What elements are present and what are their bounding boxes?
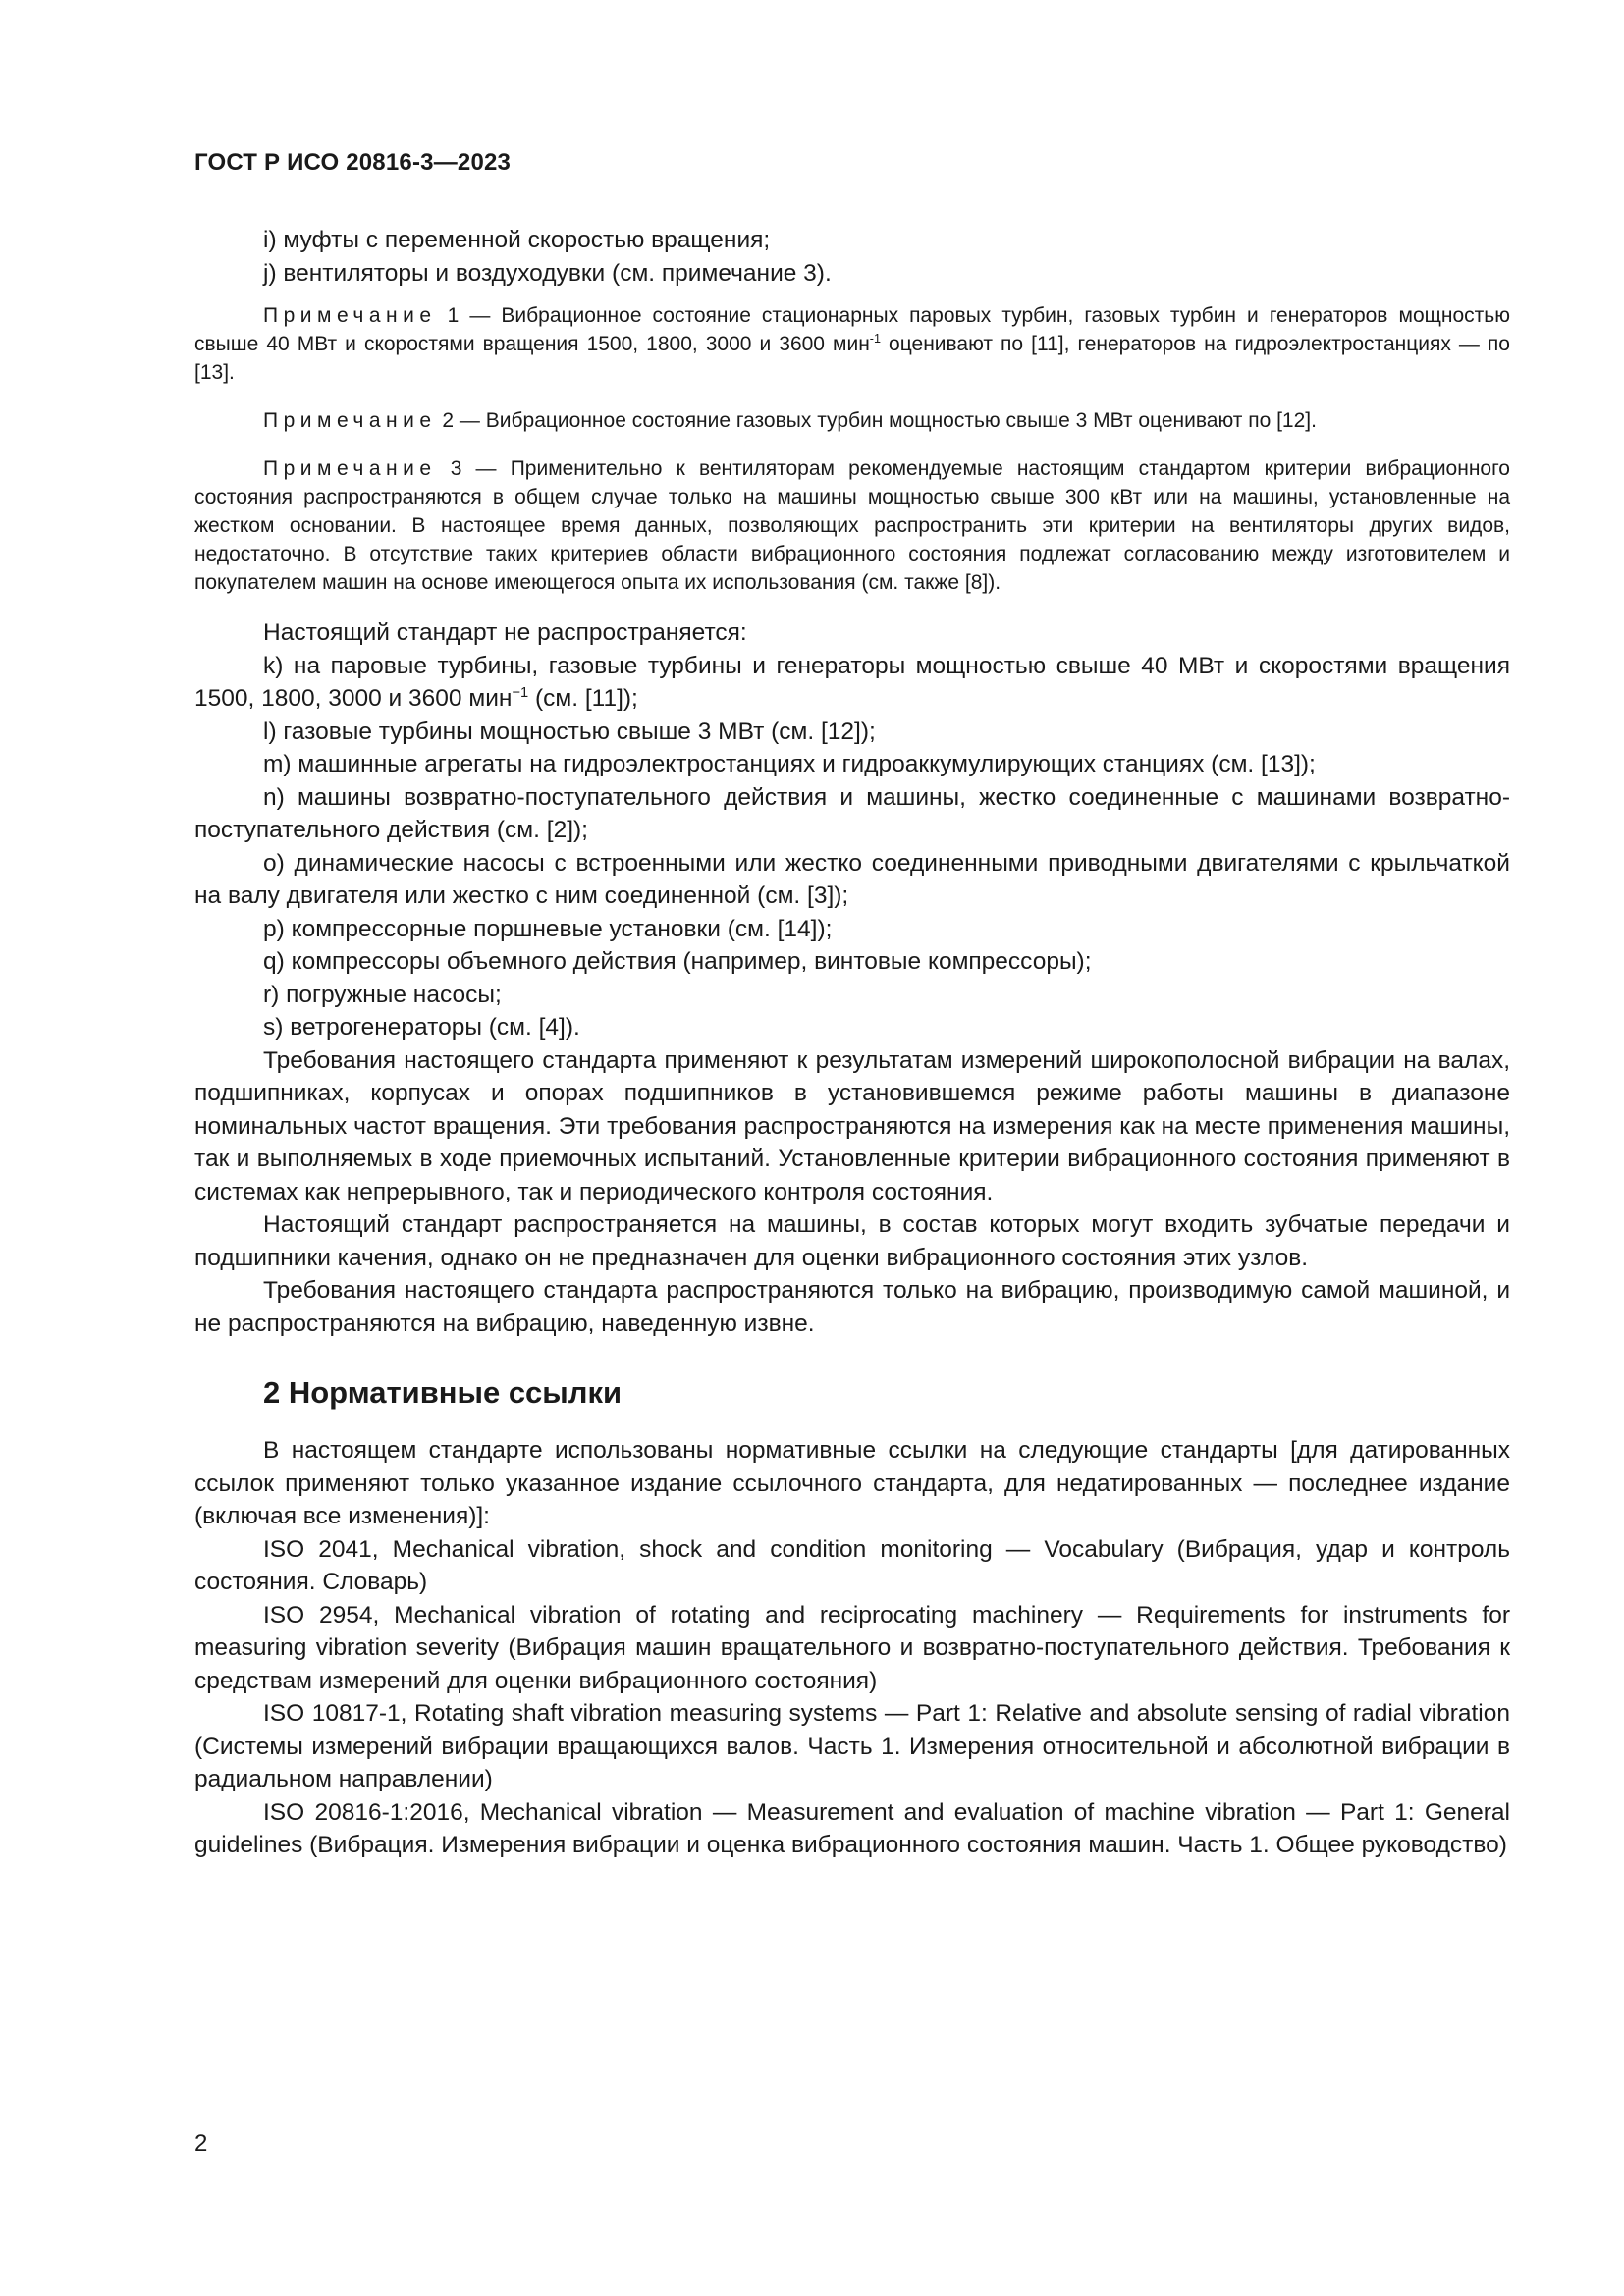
list-item: j) вентиляторы и воздуходувки (см. примечание 3).	[263, 259, 832, 287]
list-item-text: k) на паровые турбины, газовые турбины и генераторы мощностью свыше 40 МВт и скоростями вращения 1500, 1800, 3000 и 3600 мин	[194, 652, 1510, 712]
note-1	[194, 301, 1510, 387]
note-label: Примечание	[263, 409, 437, 432]
document-body	[194, 224, 1510, 1862]
note-label: Примечание	[263, 304, 437, 327]
reference-item: ISO 20816-1:2016, Mechanical vibration — Measurement and evaluation of machine vibration — Part 1: General guidelines (Вибрация. Измерения вибрации и оценка вибрационного состояния машин. Часть 1. Общее руководство)	[194, 1798, 1510, 1858]
list-item: m) машинные агрегаты на гидроэлектростанциях и гидроаккумулирующих станциях (см. [13]);	[263, 751, 1316, 777]
note-text: — Вибрационное состояние стационарных паровых турбин, газовых турбин и генераторов мощностью свыше 40 МВт и скоростями вращения 1500, 1800, 3000 и 3600 мин	[194, 304, 1510, 355]
body-paragraph: Настоящий стандарт распространяется на машины, в состав которых могут входить зубчатые передачи и подшипники качения, однако он не предназначен для оценки вибрационного состояния этих узлов.	[194, 1211, 1510, 1271]
list-item-text-tail: (см. [11]);	[528, 685, 638, 712]
list-item-k	[194, 650, 1510, 716]
list-item: i) муфты с переменной скоростью вращения;	[263, 227, 771, 253]
reference-item: ISO 2954, Mechanical vibration of rotating and reciprocating machinery — Requirements for instruments for measuring vibration severity (Вибрация машин вращательного и возвратно-поступательного действия. Требования к средствам измерений для оценки вибрационного состояния)	[194, 1601, 1510, 1694]
list-item: o) динамические насосы с встроенными или жестко соединенными приводными двигателями с крыльчаткой на валу двигателя или жестко с ним соединенной (см. [3]);	[194, 849, 1510, 909]
not-applies-intro: Настоящий стандарт не распространяется:	[263, 619, 747, 646]
note-label: Примечание	[263, 457, 437, 480]
note-text-tail: оценивают по [11], генераторов на гидроэлектростанциях — по [13].	[194, 333, 1510, 384]
note-number: 1	[447, 304, 460, 327]
note-text: — Применительно к вентиляторам рекомендуемые настоящим стандартом критерии вибрационного состояния распространяются в общем случае только на машины мощностью свыше 300 кВт или на машины, установленные на жестком основании. В настоящее время данных, позволяющих распространить эти критерии на вентиляторы других видов, недостаточно. В отсутствие таких критериев области вибрационного состояния подлежат согласованию между изготовителем и покупателем машин на основе имеющегося опыта их использования (см. также [8]).	[194, 457, 1510, 594]
note-number: 3	[450, 457, 462, 480]
section-heading: 2 Нормативные ссылки	[263, 1375, 623, 1410]
reference-item: ISO 10817-1, Rotating shaft vibration measuring systems — Part 1: Relative and absolute sensing of radial vibration (Системы измерений вибрации вращающихся валов. Часть 1. Измерения относительной и абсолютной вибрации в радиальном направлении)	[194, 1700, 1510, 1792]
body-paragraph: Требования настоящего стандарта распространяются только на вибрацию, производимую самой машиной, и не распространяются на вибрацию, наведенную извне.	[194, 1277, 1510, 1337]
list-item-superscript: −1	[512, 684, 529, 701]
list-item: q) компрессоры объемного действия (например, винтовые компрессоры);	[263, 948, 1092, 975]
document-header: ГОСТ Р ИСО 20816-3—2023	[194, 149, 512, 176]
list-item: s) ветрогенераторы (см. [4]).	[263, 1014, 580, 1041]
note-number: 2	[442, 409, 455, 432]
reference-item: ISO 2041, Mechanical vibration, shock and condition monitoring — Vocabulary (Вибрация, удар и контроль состояния. Словарь)	[194, 1535, 1510, 1595]
note-text: — Вибрационное состояние газовых турбин мощностью свыше 3 МВт оценивают по [12].	[454, 409, 1317, 432]
list-item: n) машины возвратно-поступательного действия и машины, жестко соединенные с машинами возвратно-поступательного действия (см. [2]);	[194, 783, 1510, 843]
list-item: l) газовые турбины мощностью свыше 3 МВт (см. [12]);	[263, 718, 876, 745]
page-number: 2	[194, 2130, 208, 2157]
list-item: r) погружные насосы;	[263, 981, 502, 1008]
section-intro: В настоящем стандарте использованы нормативные ссылки на следующие стандарты [для датированных ссылок применяют только указанное издание ссылочного стандарта, для недатированных — последнее издание (включая все изменения)]:	[194, 1437, 1510, 1529]
note-3	[194, 454, 1510, 597]
note-superscript: -1	[869, 332, 881, 346]
list-item: p) компрессорные поршневые установки (см. [14]);	[263, 915, 833, 942]
body-paragraph: Требования настоящего стандарта применяют к результатам измерений широкополосной вибрации на валах, подшипниках, корпусах и опорах подшипников в установившемся режиме работы машины в диапазоне номинальных частот вращения. Эти требования распространяются на измерения как на месте применения машины, так и выполняемых в ходе приемочных испытаний. Установленные критерии вибрационного состояния применяют в системах как непрерывного, так и периодического контроля состояния.	[194, 1046, 1510, 1205]
note-2	[194, 406, 1510, 435]
